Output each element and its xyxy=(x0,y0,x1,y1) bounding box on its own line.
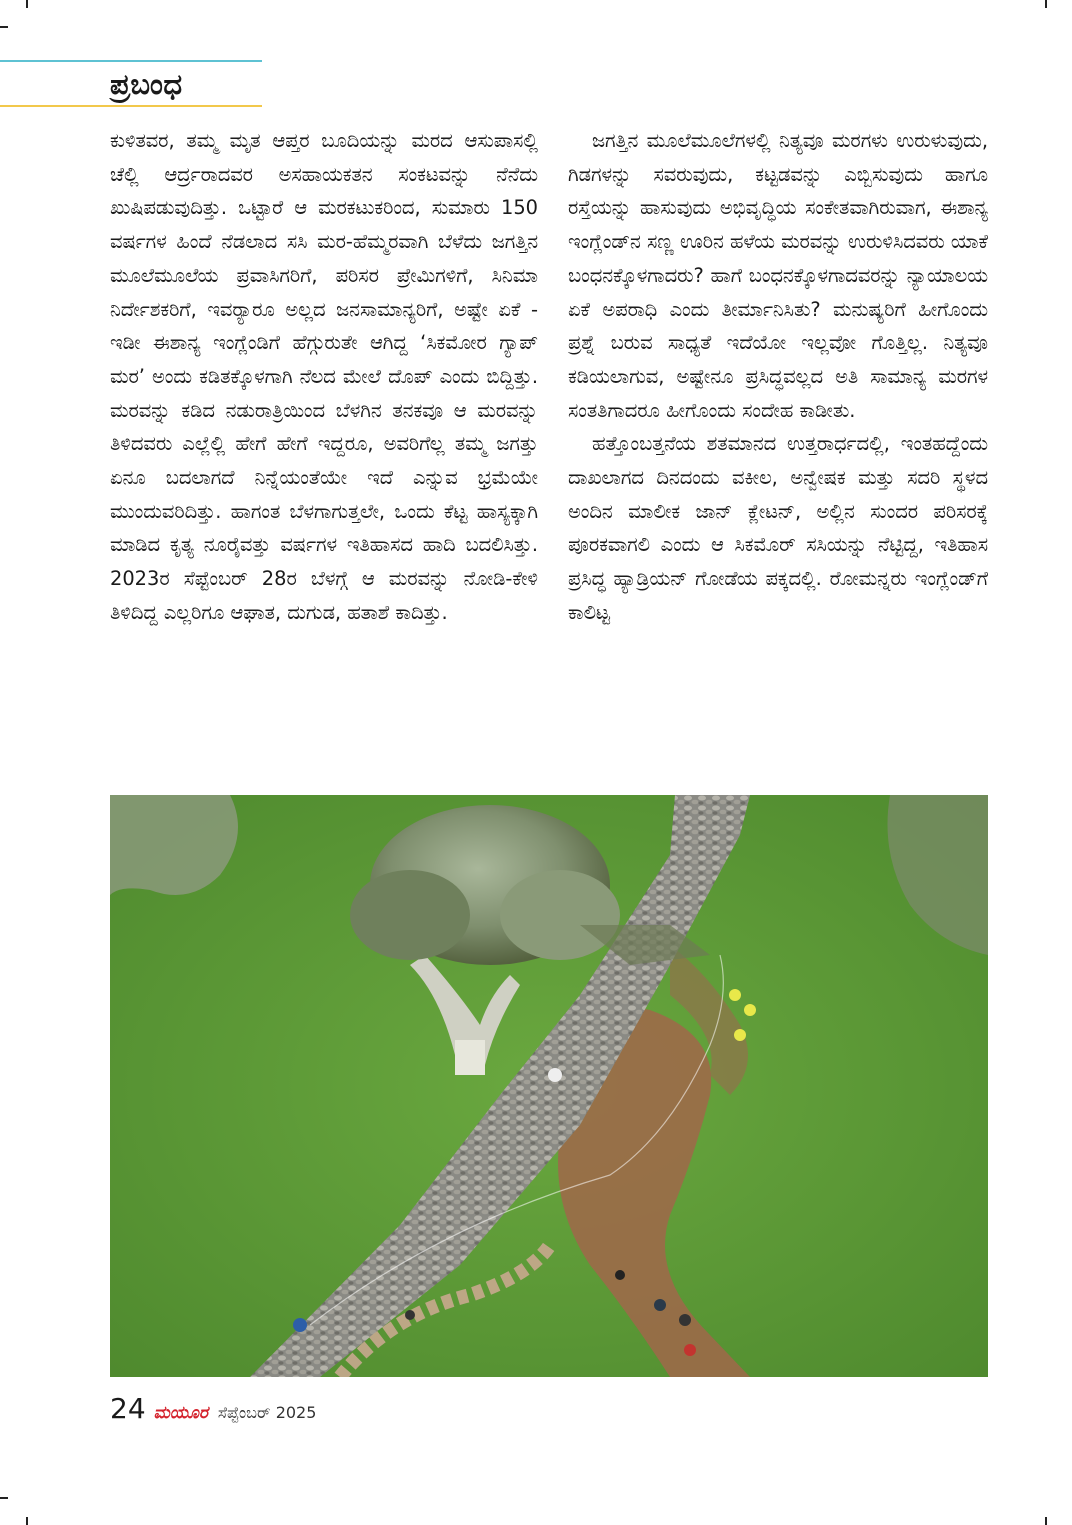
header-rule-bottom xyxy=(0,105,262,107)
header-rule-top xyxy=(0,60,262,62)
paragraph: ಹತ್ತೊಂಬತ್ತನೆಯ ಶತಮಾನದ ಉತ್ತರಾರ್ಧದಲ್ಲಿ, ಇಂತಹದ್ದೆಂದು ದಾಖಲಾಗದ ದಿನದಂದು ವಕೀಲ, ಅನ್ವೇಷಕ ಮತ್ತು ಸದರಿ ಸ್ಥಳದ ಅಂದಿನ ಮಾಲೀಕ ಜಾನ್ ಕ್ಲೇಟನ್, ಅಲ್ಲಿನ ಸುಂದರ ಪರಿಸರಕ್ಕೆ ಪೂರಕವಾಗಲಿ ಎಂದು ಆ ಸಿಕಮೊರ್ ಸಸಿಯನ್ನು ನೆಟ್ಟಿದ್ದ, ಇತಿಹಾಸ ಪ್ರಸಿದ್ಧ ಹ್ಯಾಡ್ರಿಯನ್ ಗೋಡೆಯ ಪಕ್ಕದಲ್ಲಿ. ರೋಮನ್ನರು ಇಂಗ್ಲೆಂಡ್‌ಗೆ ಕಾಲಿಟ್ಟ xyxy=(568,432,988,624)
magazine-logo: ಮಯೂರ xyxy=(153,1403,208,1423)
page-footer xyxy=(110,1392,316,1432)
paragraph: ಕುಳಿತವರ, ತಮ್ಮ ಮೃತ ಆಪ್ತರ ಬೂದಿಯನ್ನು ಮರದ ಆಸುಪಾಸಲ್ಲಿ ಚೆಲ್ಲಿ ಆರ್ದ್ರರಾದವರ ಅಸಹಾಯಕತನ ಸಂಕಟವನ್ನು ನೆನೆದು ಖುಷಿಪಡುವುದಿತ್ತು. ಒಟ್ಟಾರೆ ಆ ಮರಕಟುಕರಿಂದ, ಸುಮಾರು 150 ವರ್ಷಗಳ ಹಿಂದೆ ನೆಡಲಾದ ಸಸಿ ಮರ-ಹೆಮ್ಮರವಾಗಿ ಬೆಳೆದು ಜಗತ್ತಿನ ಮೂಲೆಮೂಲೆಯ ಪ್ರವಾಸಿಗರಿಗೆ, ಪರಿಸರ ಪ್ರೇಮಿಗಳಿಗೆ, ಸಿನಿಮಾ ನಿರ್ದೇಶಕರಿಗೆ, ಇವರ್‍ಯಾರೂ ಅಲ್ಲದ ಜನಸಾಮಾನ್ಯರಿಗೆ, ಅಷ್ಟೇ ಏಕೆ - ಇಡೀ ಈಶಾನ್ಯ ಇಂಗ್ಲೆಂಡಿಗೆ ಹೆಗ್ಗುರುತೇ ಆಗಿದ್ದ ‘ಸಿಕಮೋರ ಗ್ಯಾಪ್ ಮರ’ ಅಂದು ಕಡಿತಕ್ಕೊಳಗಾಗಿ ನೆಲದ ಮೇಲೆ ದೊಪ್ ಎಂದು ಬಿದ್ದಿತ್ತು. ಮರವನ್ನು ಕಡಿದ ನಡುರಾತ್ರಿಯಿಂದ ಬೆಳಗಿನ ತನಕವೂ ಆ ಮರವನ್ನು ತಿಳಿದವರು ಎಲ್ಲೆಲ್ಲಿ ಹೇಗೆ ಹೇಗೆ ಇದ್ದರೂ, ಅವರಿಗೆಲ್ಲ ತಮ್ಮ ಜಗತ್ತು ಏನೂ ಬದಲಾಗದೆ ನಿನ್ನೆಯಂತೆಯೇ ಇದೆ ಎನ್ನುವ ಭ್ರಮೆಯೇ ಮುಂದುವರಿದಿತ್ತು. ಹಾಗಂತ ಬೆಳಗಾಗುತ್ತಲೇ, ಒಂದು ಕೆಟ್ಟ ಹಾಸ್ಯಕ್ಕಾಗಿ ಮಾಡಿದ ಕೃತ್ಯ ನೂರೈವತ್ತು ವರ್ಷಗಳ ಇತಿಹಾಸದ ಹಾದಿ ಬದಲಿಸಿತ್ತು. 2023ರ ಸೆಪ್ಟೆಂಬರ್ 28ರ ಬೆಳಗ್ಗೆ ಆ ಮರವನ್ನು ನೋಡಿ-ಕೇಳಿ ತಿಳಿದಿದ್ದ ಎಲ್ಲರಿಗೂ ಆಘಾತ, ದುಗುಡ, ಹತಾಶೆ ಕಾದಿತ್ತು. xyxy=(110,129,538,624)
paragraph: ಜಗತ್ತಿನ ಮೂಲೆಮೂಲೆಗಳಲ್ಲಿ ನಿತ್ಯವೂ ಮರಗಳು ಉರುಳುವುದು, ಗಿಡಗಳನ್ನು ಸವರುವುದು, ಕಟ್ಟಡವನ್ನು ಎಬ್ಬಿಸುವುದು ಹಾಗೂ ರಸ್ತೆಯನ್ನು ಹಾಸುವುದು ಅಭಿವೃದ್ಧಿಯ ಸಂಕೇತವಾಗಿರುವಾಗ, ಈಶಾನ್ಯ ಇಂಗ್ಲೆಂಡ್‌ನ ಸಣ್ಣ ಊರಿನ ಹಳೆಯ ಮರವನ್ನು ಉರುಳಿಸಿದವರು ಯಾಕೆ ಬಂಧನಕ್ಕೊಳಗಾದರು? ಹಾಗೆ ಬಂಧನಕ್ಕೊಳಗಾದವರನ್ನು ನ್ಯಾಯಾಲಯ ಏಕೆ ಅಪರಾಧಿ ಎಂದು ತೀರ್ಮಾನಿಸಿತು? ಮನುಷ್ಯರಿಗೆ ಹೀಗೊಂದು ಪ್ರಶ್ನೆ ಬರುವ ಸಾಧ್ಯತೆ ಇದೆಯೋ ಇಲ್ಲವೋ ಗೊತ್ತಿಲ್ಲ. ನಿತ್ಯವೂ ಕಡಿಯಲಾಗುವ, ಅಷ್ಟೇನೂ ಪ್ರಸಿದ್ಧವಲ್ಲದ ಅತಿ ಸಾಮಾನ್ಯ ಮರಗಳ ಸಂತತಿಗಾದರೂ ಹೀಗೊಂದು ಸಂದೇಹ ಕಾಡೀತು. xyxy=(568,129,988,422)
crop-mark xyxy=(0,26,8,28)
aerial-photo-illustration xyxy=(110,795,988,1377)
crop-mark xyxy=(1045,0,1047,8)
crop-mark xyxy=(26,0,28,8)
article-column-right xyxy=(568,124,988,630)
crop-mark xyxy=(26,1517,28,1525)
article-photo xyxy=(110,795,988,1377)
section-label: ಪ್ರಬಂಧ xyxy=(110,67,183,101)
crop-mark xyxy=(1045,1517,1047,1525)
crop-mark xyxy=(0,1497,8,1499)
page-number: 24 xyxy=(110,1392,146,1425)
article-column-left xyxy=(110,124,538,630)
issue-date: ಸೆಪ್ಟೆಂಬರ್ 2025 xyxy=(217,1403,317,1422)
